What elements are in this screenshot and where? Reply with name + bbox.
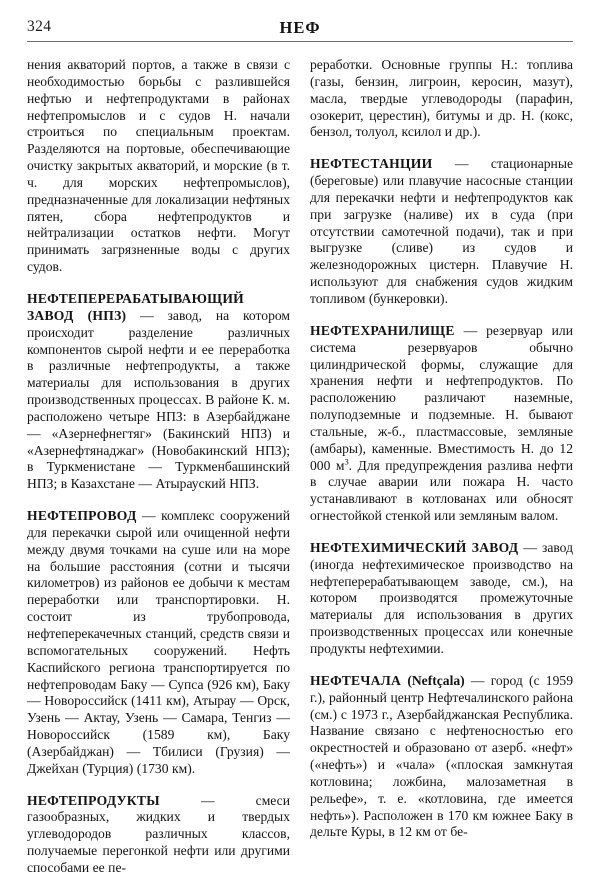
entry-body <box>310 673 573 841</box>
entry-body <box>310 156 573 308</box>
entry-text: смеси газообразных, жидких и твердых углеводородов различных классов, получаемые перегонкой нефти или другими способами ее пе- <box>27 792 290 875</box>
entry-text: завод, на котором происходит разделение различных компонентов сырой нефти и ее переработка в различные нефтепродукты, а также материалы для использования в других производственных процессах. В районе К. м. расположено четыре НПЗ: в Азербайджане — «Азернефнегтяг» (Бакинский НПЗ) и «Азернефтянаджаг» (Новобакинский НПЗ); в Туркменистане — Туркменбашинский НПЗ; в Казахстане — Атырауский НПЗ. <box>27 307 291 492</box>
entry-headword: НЕФТЕСТАНЦИИ <box>310 156 433 172</box>
entry-neftekhranilishche <box>310 323 573 525</box>
column-left <box>27 57 290 885</box>
entry-body <box>310 540 573 658</box>
entry-dash: — <box>126 307 168 323</box>
entry-dash: — <box>432 156 491 172</box>
entry-neftestantsii <box>310 156 573 308</box>
running-head-title: НЕФ <box>279 18 321 37</box>
entry-text: стационарные (береговые) или плавучие насосные станции для перекачки нефти и нефтепродуктов как при загрузке (наливе) их в суда (при отсутствии самотечной подачи), так и при выгрузке (сливе) из судов и железнодорожных цистерн. Плавучие Н. используют для снабжения судов жидким топливом (бункеровки). <box>310 156 573 306</box>
entry-headword: НЕФТЕПРОДУКТЫ <box>27 792 160 808</box>
running-head <box>27 18 573 44</box>
entry-text: комплекс сооружений для перекачки сырой или очищенной нефти между двумя точками на суше или на море на большие расстояния (сотни и тысячи километров) из районов ее добычи к местам переработки или транспортировки. Н. состоит из трубопровода, нефтеперекачечных станций, средств связи и вспомогательных сооружений. Нефть Каспийского региона транспортируется по нефтепроводам Баку — Супса (926 км), Баку — Новороссийск (1411 км), Атырау — Орск, Узень — Актау, Узень — Самара, Тенгиз — Новороссийск (1589 км), Баку (Азербайджан) — Тбилиси (Грузия) — Джейхан (Турция) (1730 км). <box>27 508 290 776</box>
entry-headword: НЕФТЕХИМИЧЕСКИЙ ЗАВОД <box>310 539 519 555</box>
entry-body <box>310 57 573 141</box>
entry-nefteprovod <box>27 508 290 778</box>
entry-headword: НЕФТЕХРАНИЛИЩЕ <box>310 322 455 338</box>
entry-text: завод (иногда нефтехимическое производство на нефтеперерабатывающем заводе, см.), на котором производятся промежуточные материалы для использования в других производственных процессах или конечные продукты нефтехимии. <box>310 539 574 656</box>
entry-text: реработки. Основные группы Н.: топлива (газы, бензин, лигроин, керосин, мазут), масла, твердые углеводороды (парафин, озокерит, церестин), битумы и др. Н. (кокс, бензол, толуол, ксилол и др.). <box>310 57 573 140</box>
entry-headword: НЕФТЕЧАЛА <box>310 672 402 688</box>
entry-dash: — <box>464 672 491 688</box>
entry-text-part-2: . Для предупреждения разлива нефти в случае аварии или пожара Н. часто устанавливают в котлованах или обносят огнестойкой стенкой или земляным валом. <box>310 457 574 524</box>
entry-nefteprodukty-continued <box>310 57 573 141</box>
entry-headword: НЕФТЕПРОВОД <box>27 508 137 524</box>
entry-text: город (с 1959 г.), районный центр Нефтечалинского района (см.) с 1973 г., Азербайджанская Республика. Название связано с нефтеносностью его окрестностей и образовано от азерб. «нефт» («нефть») и «чала» («плоская замкнутая котловина; ложбина, малозаметная в рельефе», т. е. «котловина, где имеется нефть»). Расположен в 170 км южнее Баку в дельте Куры, в 12 км от бе- <box>310 672 573 840</box>
column-right <box>310 57 573 885</box>
body-columns <box>27 57 573 885</box>
entry-neftechala <box>310 673 573 841</box>
entry-nefteprodukty <box>27 793 290 877</box>
entry-body <box>27 508 290 778</box>
cubic-metre-exponent: 3 <box>344 456 349 467</box>
entry-latin-name: (Neftçala) <box>407 672 465 688</box>
entry-body <box>27 291 290 493</box>
entry-body <box>27 57 290 276</box>
entry-headword: НЕФТЕПЕРЕРАБАТЫВАЮЩИЙ ЗАВОД (НПЗ) <box>27 290 245 323</box>
entry-neftesborshchiki-continued <box>27 57 290 276</box>
entry-dash: — <box>454 322 487 338</box>
entry-dash: — <box>136 508 162 524</box>
entry-text-part-1: резервуар или система резервуаров обычно цилиндрической формы, служащие для хранения нефти и нефтепродуктов. По расположению различают наземные, полуподземные и подземные. Н. бывают стальные, ж-б., пластмассовые, земляные (амбары), каменные. Вместимость Н. до 12 000 м <box>310 322 573 473</box>
entry-text: нения акваторий портов, а также в связи с необходимостью борьбы с разлившейся нефтью и нефтепродуктами в районах нефтепромыслов и с судов Н. начали строиться по специальным проектам. Разделяются на портовые, обеспечивающие очистку закрытых акваторий, и морские (в т. ч. для морских нефтепромыслов), предназначенные для локализации нефтяных пятен, сбора нефтепродуктов и нейтрализации остатков нефти. Могут принимать загрязненные воды с других судов. <box>27 57 290 275</box>
entry-dash: — <box>518 539 542 555</box>
header-rule <box>27 41 573 42</box>
entry-npz <box>27 291 290 493</box>
entry-neftekhimicheskiy-zavod <box>310 540 573 658</box>
entry-body <box>27 793 290 877</box>
entry-dash: — <box>159 792 256 808</box>
page-number: 324 <box>27 18 52 35</box>
entry-body <box>310 323 573 525</box>
